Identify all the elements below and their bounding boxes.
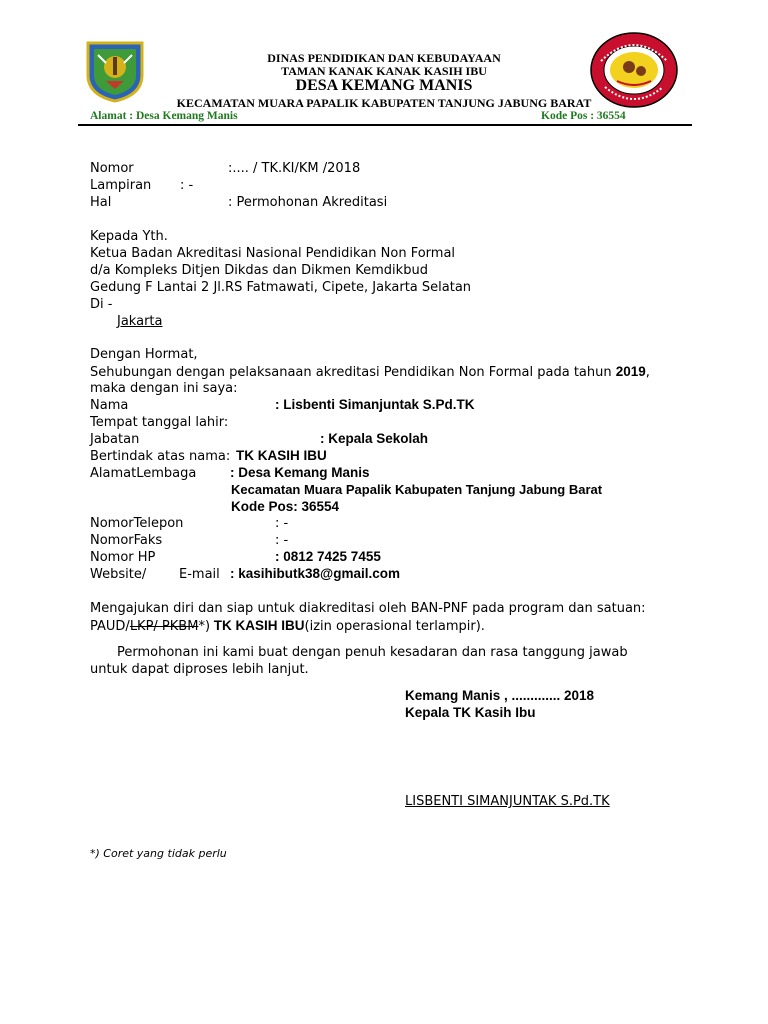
signature-place-date: Kemang Manis , ............. 2018 (405, 688, 595, 703)
request-asterisk: *) (198, 619, 211, 634)
school-badge-icon (589, 31, 679, 109)
request-line-2 (90, 618, 485, 634)
telepon-label: NomorTelepon (90, 516, 184, 531)
greeting: Dengan Hormat, (90, 347, 198, 362)
ttl-label: Tempat tanggal lahir: (90, 415, 229, 430)
jabatan-value: : Kepala Sekolah (320, 431, 429, 446)
nama-label: Nama (90, 398, 129, 413)
recipient-line-3: d/a Kompleks Ditjen Dikdas dan Dikmen Kemdikbud (90, 263, 428, 278)
closing-line-1: Permohonan ini kami buat dengan penuh kesadaran dan rasa tanggung jawab (117, 645, 628, 660)
faks-label: NomorFaks (90, 533, 163, 548)
bertindak-label: Bertindak atas nama: (90, 449, 231, 464)
footnote: *) Coret yang tidak perlu (90, 847, 227, 860)
header-line-1: DINAS PENDIDIKAN DAN KEBUDAYAAN (267, 51, 501, 65)
signature-name: LISBENTI SIMANJUNTAK S.Pd.TK (405, 794, 610, 809)
lampiran-label: Lampiran (90, 178, 152, 193)
request-line-1: Mengajukan diri dan siap untuk diakreditasi oleh BAN-PNF pada program dan satuan: (90, 601, 646, 616)
request-note: (izin operasional terlampir). (304, 619, 485, 634)
intro-comma: , (645, 365, 650, 380)
hp-value: : 0812 7425 7455 (275, 549, 381, 564)
recipient-line-4: Gedung F Lantai 2 Jl.RS Fatmawati, Cipete, Jakarta Selatan (90, 280, 472, 295)
alamat-value-3: Kode Pos: 36554 (231, 499, 340, 514)
nomor-value: :.... / TK.KI/KM /2018 (228, 161, 361, 176)
bertindak-value: TK KASIH IBU (236, 448, 327, 463)
request-struck: LKP/ PKBM (129, 619, 199, 634)
header-address: Alamat : Desa Kemang Manis (90, 110, 238, 122)
request-school: TK KASIH IBU (210, 618, 305, 633)
hal-value: : Permohonan Akreditasi (228, 195, 388, 210)
alamat-label: AlamatLembaga (90, 466, 197, 481)
alamat-value-2: Kecamatan Muara Papalik Kabupaten Tanjung Jabung Barat (231, 482, 603, 497)
nomor-label: Nomor (90, 161, 134, 176)
alamat-value-1: : Desa Kemang Manis (230, 465, 370, 480)
closing-line-2: untuk dapat diproses lebih lanjut. (90, 662, 309, 677)
header-line-4: KECAMATAN MUARA PAPALIK KABUPATEN TANJUNG JABUNG BARAT (176, 96, 592, 110)
header-divider (78, 124, 692, 126)
email-value: : kasihibutk38@gmail.com (230, 566, 400, 581)
jabatan-label: Jabatan (90, 432, 140, 447)
header-line-3: DESA KEMANG MANIS (295, 77, 473, 94)
intro-text: Sehubungan dengan pelaksanaan akreditasi Pendidikan Non Formal pada tahun (90, 365, 612, 380)
intro-year: 2019 (615, 364, 646, 379)
request-paud: PAUD/ (90, 619, 130, 634)
web-label: Website/ (90, 567, 147, 582)
recipient-city: Jakarta (117, 314, 163, 329)
hal-label: Hal (90, 195, 112, 210)
faks-value: : - (275, 533, 289, 548)
recipient-line-5: Di - (90, 297, 113, 312)
header-postcode: Kode Pos : 36554 (541, 110, 626, 122)
email-label: E-mail (179, 567, 220, 582)
header-line-2: TAMAN KANAK KANAK KASIH IBU (281, 64, 487, 78)
telepon-value: : - (275, 516, 289, 531)
nama-value: : Lisbenti Simanjuntak S.Pd.TK (275, 397, 475, 412)
hp-label: Nomor HP (90, 550, 156, 565)
signature-title: Kepala TK Kasih Ibu (405, 705, 536, 720)
intro-line-1 (90, 364, 650, 380)
recipient-line-1: Kepada Yth. (90, 229, 168, 244)
recipient-line-2: Ketua Badan Akreditasi Nasional Pendidikan Non Formal (90, 246, 456, 261)
intro-line-2: maka dengan ini saya: (90, 381, 238, 396)
lampiran-value: : - (180, 178, 194, 193)
